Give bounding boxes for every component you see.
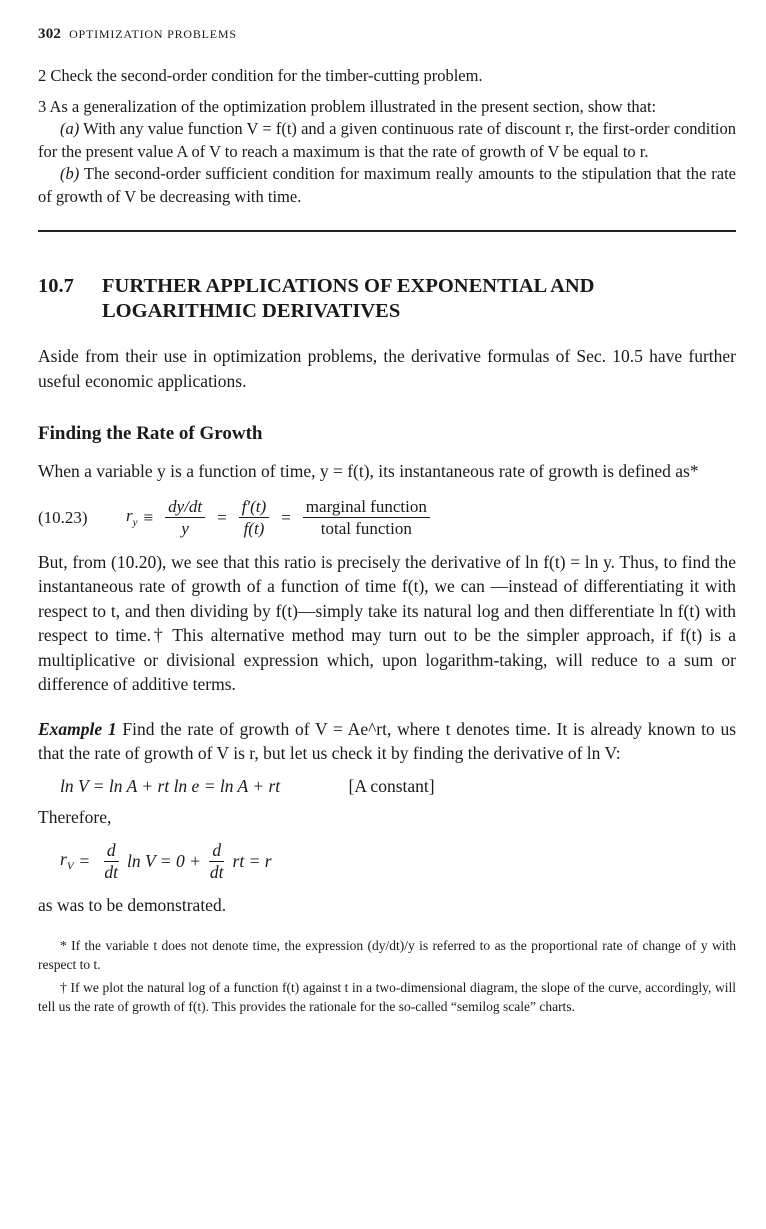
- log-derivative-paragraph: But, from (10.20), we see that this ratio is precisely the derivative of ln f(t) = ln y. Thus, to find the instantaneous rate of growth of a function of time f(t), we can —instead of differentiating it with respect to t, and then dividing by f(t)—simply take its natural log and then differentiate ln f(t) with respect to time.† This alternative method may turn out to be the simpler approach, if f(t) is a multiplicative or divisional expression which, upon logarithm-taking, will reduce to a sum or difference of additive terms.: [38, 551, 736, 694]
- section-number: 10.7: [38, 275, 74, 297]
- therefore-text: Therefore,: [38, 806, 112, 827]
- section-title-line1: FURTHER APPLICATIONS OF EXPONENTIAL AND: [102, 275, 595, 297]
- example-display-ln-v: ln V = ln A + rt ln e = ln A + rt [A constant]: [60, 775, 435, 796]
- subsection-heading: Finding the Rate of Growth: [38, 423, 263, 444]
- d-dt-fraction: $\frac{d}{dt}$: [104, 839, 119, 882]
- footnote-dagger: † If we plot the natural log of a function f(t) against t in a two-dimensional diagram, the slope of the curve, accordingly, will tell us the rate of growth of f(t). This provides the rationale for the so-called “semilog scale” charts.: [38, 979, 736, 1014]
- section-heading: [38, 274, 736, 324]
- exercise-list: [38, 65, 736, 208]
- running-head: [38, 26, 736, 43]
- page-number: 302: [38, 26, 62, 42]
- footnotes: [38, 936, 736, 1016]
- closing-text: as was to be demonstrated.: [38, 895, 227, 915]
- exercise-3b: (b) The second-order sufficient condition for maximum really amounts to the stipulation that the rate of growth of V be decreasing with time.: [38, 164, 736, 206]
- exercise-3a: (a) With any value function V = f(t) and a given continuous rate of discount r, the first-order condition for the present value A of V to reach a maximum is that the rate of growth of V be equal to r.: [38, 119, 737, 161]
- example-1-paragraph: Example 1 Find the rate of growth of V = Ae^rt, where t denotes time. It is already known to us that the rate of growth of V is r, but let us check it by finding the derivative of ln V:: [38, 718, 736, 763]
- footnote-asterisk: * If the variable t does not denote time, the expression (dy/dt)/y is referred to as the proportional rate of change of y with respect to t.: [38, 937, 736, 972]
- fraction-dydt-over-y: $\frac{dy/dt}{y}$: [165, 496, 205, 539]
- equation-number: (10.23): [38, 507, 88, 527]
- exercise-2: 2 Check the second-order condition for the timber-cutting problem.: [38, 66, 483, 85]
- book-page: [38, 26, 736, 1016]
- d-dt-fraction-2: $\frac{d}{dt}$: [209, 839, 224, 882]
- exercise-3: 3 As a generalization of the optimization problem illustrated in the present section, show that:: [38, 96, 657, 116]
- running-head-title: OPTIMIZATION PROBLEMS: [69, 27, 237, 41]
- fraction-marginal-over-total: $\frac{\text{marginal function}}{\text{total function}}$: [303, 496, 430, 539]
- example-label: Example 1: [38, 718, 117, 739]
- example-display-rv: $r_V$ = $\frac{d}{dt}$ ln V = 0 + $\frac{d}{dt}$ rt = r: [60, 839, 272, 882]
- growth-definition-paragraph: When a variable y is a function of time, y = f(t), its instantaneous rate of growth is defined as*: [38, 461, 699, 481]
- equation-10-23: (10.23) $r_y$ ≡ $\frac{dy/dt}{y}$ = $\frac{f'(t)}{f(t)}$ = $\frac{\text{marginal function}}{\text{total function}}$: [38, 492, 736, 544]
- equation-lhs: $r_y$: [126, 506, 138, 529]
- fraction-fprime-over-f: $\frac{f'(t)}{f(t)}$: [239, 496, 270, 539]
- section-intro: Aside from their use in optimization problems, the derivative formulas of Sec. 10.5 have further useful economic applications.: [38, 346, 736, 391]
- section-title-line2: LOGARITHMIC DERIVATIVES: [102, 300, 401, 322]
- section-divider: [38, 230, 736, 232]
